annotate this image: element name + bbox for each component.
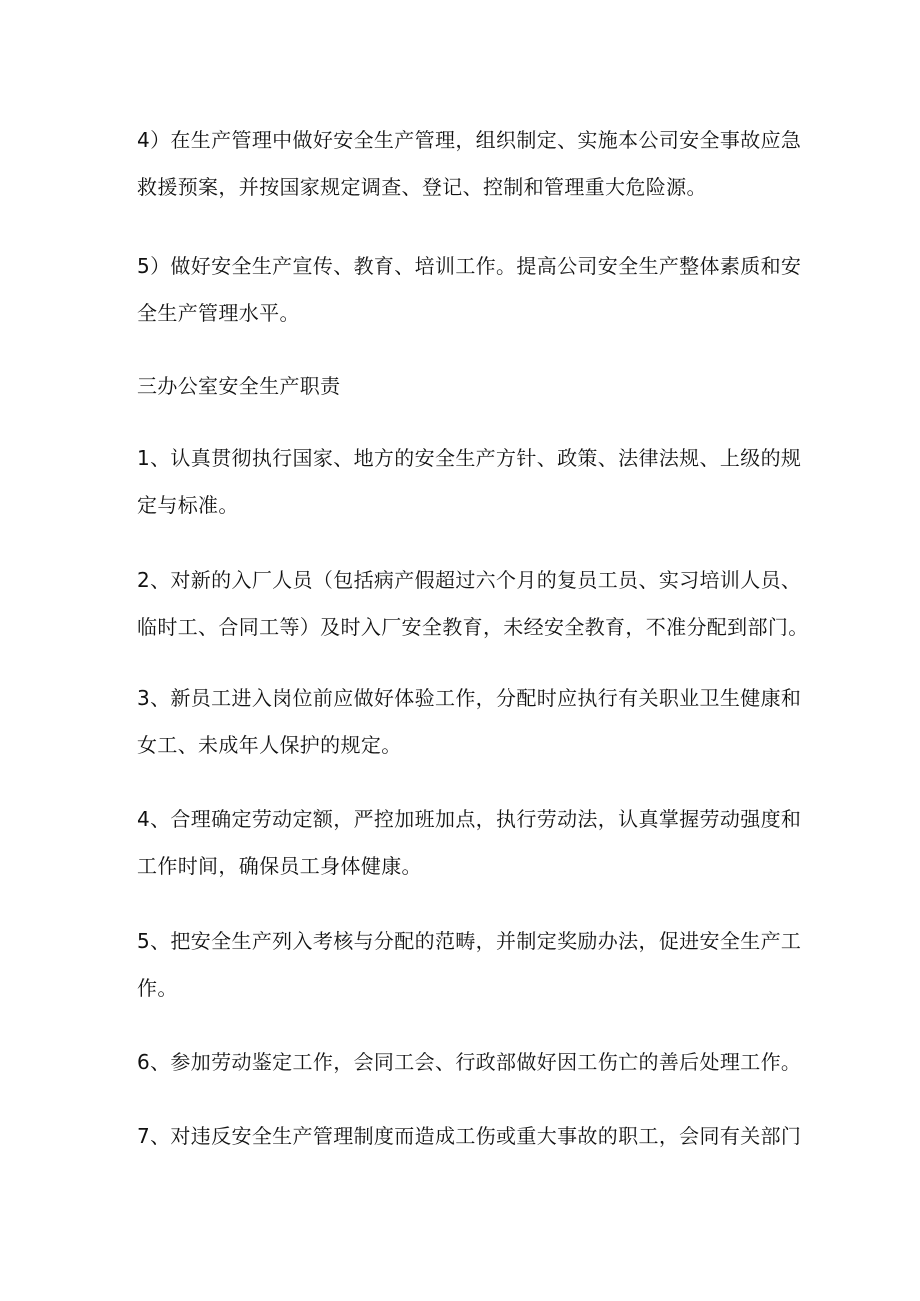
text-line: 2、对新的入厂人员（包括病产假超过六个月的复员工员、实习培训人员、 [137, 568, 802, 592]
text-line: 全生产管理水平。 [137, 301, 300, 325]
text-line: 6、参加劳动鉴定工作，会同工会、行政部做好因工伤亡的善后处理工作。 [137, 1050, 802, 1074]
text-line: 3、新员工进入岗位前应做好体验工作，分配时应执行有关职业卫生健康和 [137, 686, 802, 710]
text-line: 工作时间，确保员工身体健康。 [137, 854, 422, 878]
paragraph-item-5 [137, 243, 802, 337]
text-line: 救援预案，并按国家规定调查、登记、控制和管理重大危险源。 [137, 175, 707, 199]
duty-2-paragraph [137, 557, 809, 651]
text-line: 5、把安全生产列入考核与分配的范畴，并制定奖励办法，促进安全生产工 [137, 929, 802, 953]
text-line: 7、对违反安全生产管理制度而造成工伤或重大事故的职工，会同有关部门 [137, 1124, 802, 1148]
duty-5-paragraph [137, 918, 802, 1012]
paragraph-item-4 [137, 117, 802, 211]
text-line: 女工、未成年人保护的规定。 [137, 733, 402, 757]
text-line: 1、认真贯彻执行国家、地方的安全生产方针、政策、法律法规、上级的规 [137, 446, 802, 470]
duty-1-paragraph [137, 435, 802, 529]
text-line: 5）做好安全生产宣传、教育、培训工作。提高公司安全生产整体素质和安 [137, 254, 802, 278]
text-line: 4、合理确定劳动定额，严控加班加点，执行劳动法，认真掌握劳动强度和 [137, 807, 802, 831]
duty-3-paragraph [137, 675, 802, 769]
text-line: 定与标准。 [137, 493, 239, 517]
text-line: 临时工、合同工等）及时入厂安全教育，未经安全教育，不准分配到部门。 [137, 615, 809, 639]
text-line: 4）在生产管理中做好安全生产管理，组织制定、实施本公司安全事故应急 [137, 128, 802, 152]
duty-7-paragraph [137, 1113, 802, 1160]
section-heading: 三办公室安全生产职责 [137, 374, 341, 398]
duty-6-paragraph [137, 1039, 802, 1086]
duty-4-paragraph [137, 796, 802, 890]
text-line: 作。 [137, 976, 178, 1000]
